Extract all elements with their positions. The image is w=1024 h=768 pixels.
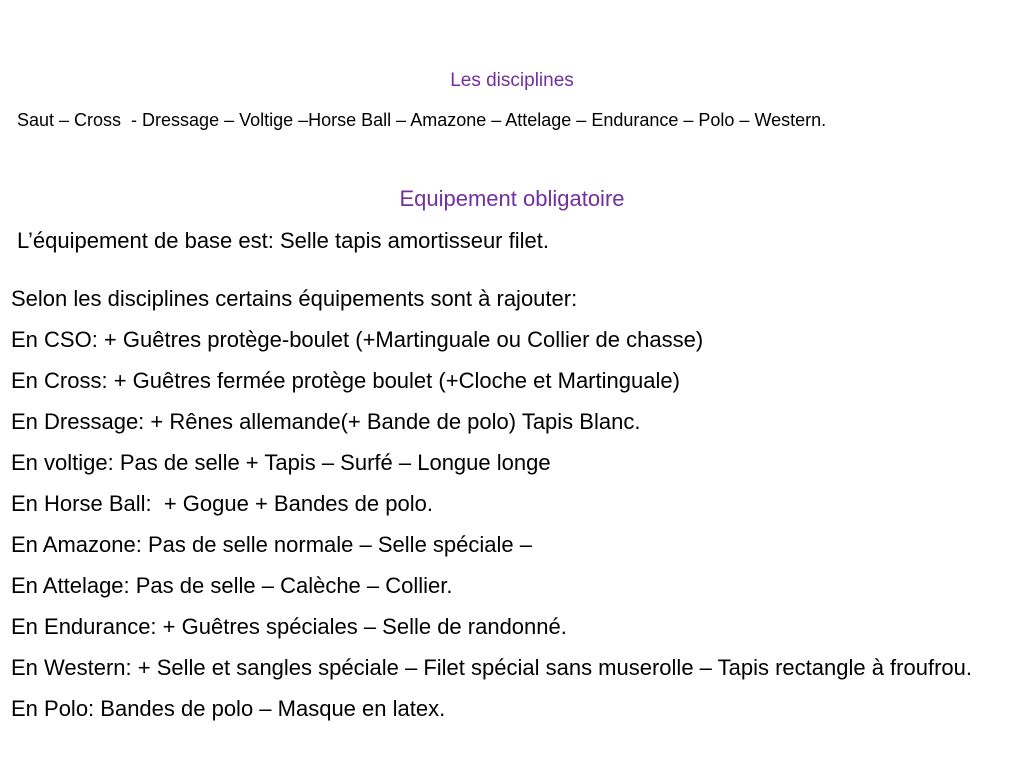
list-item: Selon les disciplines certains équipements sont à rajouter: <box>11 286 578 311</box>
base-equipment-line: L’équipement de base est: Selle tapis amortisseur filet. <box>17 228 549 253</box>
equipment-title: Equipement obligatoire <box>399 186 625 211</box>
list-item: En Amazone: Pas de selle normale – Selle spéciale – <box>11 532 532 557</box>
list-item: En voltige: Pas de selle + Tapis – Surfé – Longue longe <box>11 450 551 475</box>
list-item: En Cross: + Guêtres fermée protège boulet (+Cloche et Martinguale) <box>11 368 680 393</box>
list-item: En Dressage: + Rênes allemande(+ Bande de polo) Tapis Blanc. <box>11 409 641 434</box>
list-item: En Horse Ball: + Gogue + Bandes de polo. <box>11 491 433 516</box>
equipment-list <box>11 284 1011 735</box>
list-item: En Polo: Bandes de polo – Masque en latex. <box>11 696 446 721</box>
list-item: En CSO: + Guêtres protège-boulet (+Martinguale ou Collier de chasse) <box>11 327 704 352</box>
disciplines-title: Les disciplines <box>450 70 574 91</box>
disciplines-list-line: Saut – Cross - Dressage – Voltige –Horse Ball – Amazone – Attelage – Endurance – Polo – Western. <box>17 110 827 130</box>
list-item: En Western: + Selle et sangles spéciale – Filet spécial sans muserolle – Tapis rectangle à froufrou. <box>11 655 972 680</box>
list-item: En Endurance: + Guêtres spéciales – Selle de randonné. <box>11 614 567 639</box>
list-item: En Attelage: Pas de selle – Calèche – Collier. <box>11 573 453 598</box>
